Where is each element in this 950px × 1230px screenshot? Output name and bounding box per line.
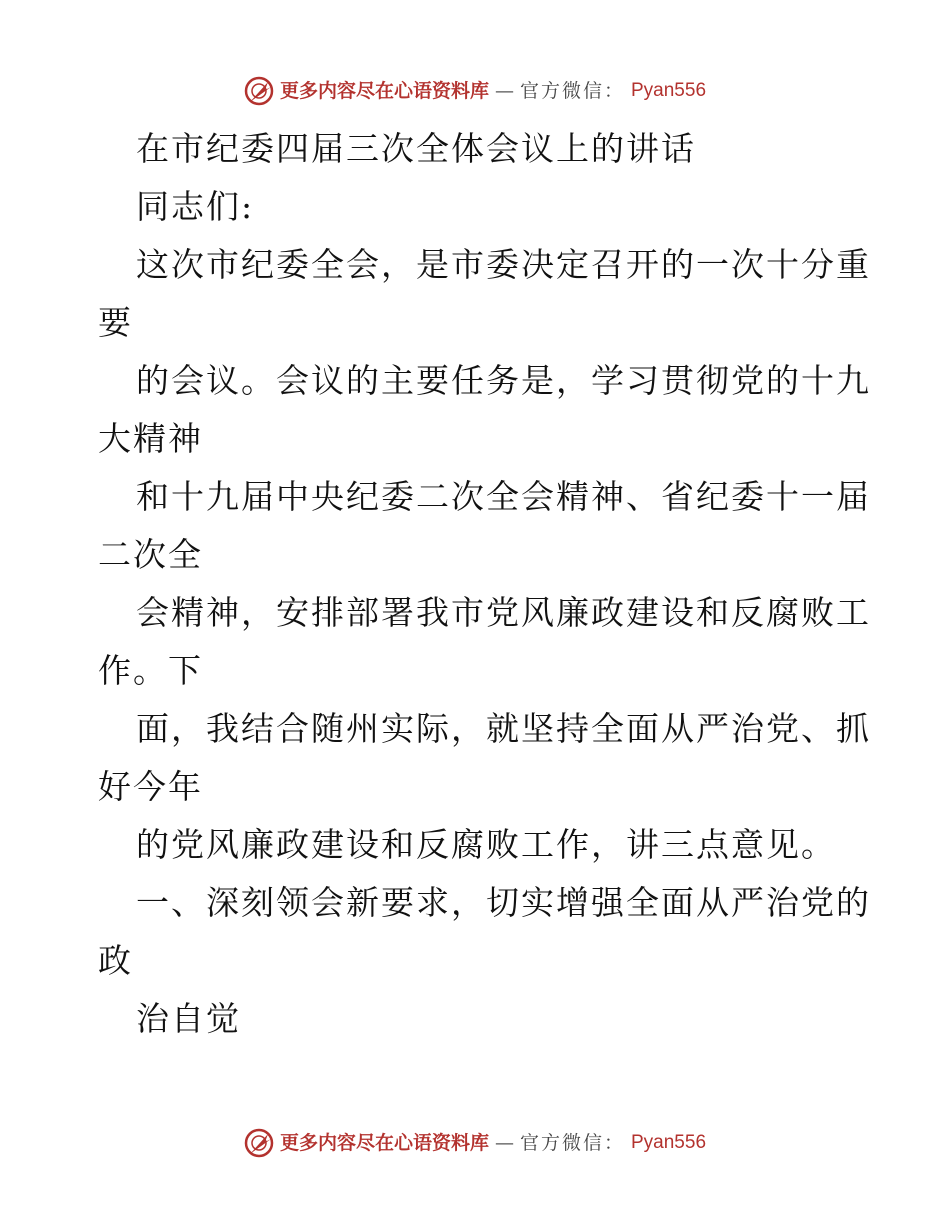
watermark-wechat-id: Pyan556	[631, 1132, 707, 1153]
speech-title: 在市纪委四届三次全体会议上的讲话	[136, 129, 696, 168]
watermark-official-label: 官方微信：	[519, 80, 625, 102]
watermark-brand: 更多内容尽在心语资料库	[279, 80, 489, 102]
section-heading-continued: 政	[98, 941, 133, 980]
watermark-dash: —	[494, 80, 514, 102]
section-heading: 一、深刻领会新要求，切实增强全面从严治党的	[136, 883, 871, 922]
body-line: 二次全	[98, 535, 203, 574]
salutation: 同志们:	[136, 187, 255, 226]
watermark-brand: 更多内容尽在心语资料库	[279, 1132, 489, 1154]
watermark-official-label: 官方微信：	[519, 1132, 625, 1154]
watermark-dash: —	[494, 1132, 514, 1154]
body-line: 这次市纪委全会，是市委决定召开的一次十分重	[136, 245, 871, 284]
body-line: 的党风廉政建设和反腐败工作，讲三点意见。	[136, 825, 836, 864]
body-line: 要	[98, 303, 133, 342]
body-line: 面，我结合随州实际，就坚持全面从严治党、抓	[136, 709, 871, 748]
footer-watermark	[0, 1128, 950, 1158]
quill-seal-icon	[244, 76, 274, 106]
document-body	[98, 120, 871, 1048]
watermark-wechat-id: Pyan556	[631, 80, 707, 101]
section-heading-continued: 治自觉	[136, 999, 241, 1038]
body-line: 作。下	[98, 651, 203, 690]
header-watermark	[0, 76, 950, 106]
body-line: 会精神，安排部署我市党风廉政建设和反腐败工	[136, 593, 871, 632]
body-line: 的会议。会议的主要任务是，学习贯彻党的十九	[136, 361, 871, 400]
body-line: 好今年	[98, 767, 203, 806]
quill-seal-icon	[244, 1128, 274, 1158]
body-line: 和十九届中央纪委二次全会精神、省纪委十一届	[136, 477, 871, 516]
body-line: 大精神	[98, 419, 203, 458]
